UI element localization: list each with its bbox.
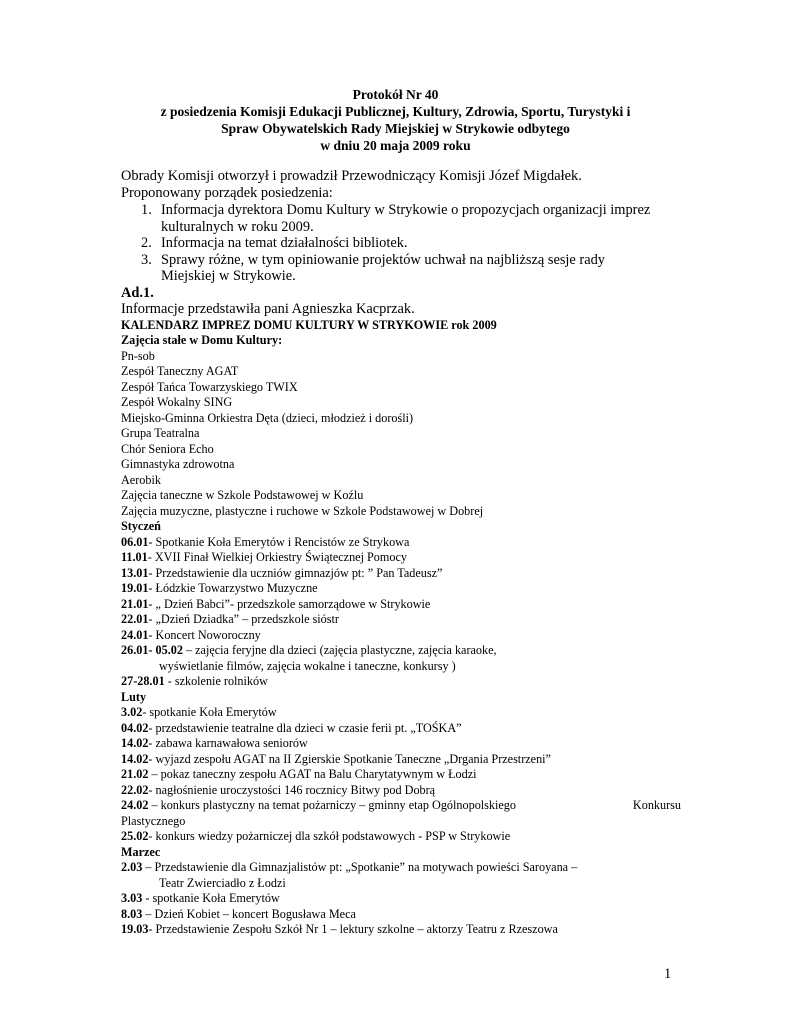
event-date: 2.03 [121, 860, 143, 874]
event-date: 06.01 [121, 534, 149, 549]
event-date: 3.02 [121, 705, 143, 719]
event-text: - nagłośnienie uroczystości 146 rocznicy Bitwy pod Dobrą [148, 782, 436, 797]
event-row [121, 597, 681, 613]
month-heading-marzec: Marzec [121, 844, 161, 859]
event-date: 8.03 [121, 906, 143, 921]
event-date: 04.02 [121, 720, 149, 735]
event-date: 11.01 [121, 550, 148, 564]
event-date: 22.01 [121, 612, 149, 626]
event-row [121, 907, 681, 923]
protocol-subtitle-line1: z posiedzenia Komisji Edukacji Publicznej, Kultury, Zdrowia, Sportu, Turystyki i [160, 104, 631, 119]
list-item: Pn-sob [121, 348, 155, 363]
intro-agenda-label: Proponowany porządek posiedzenia: [121, 185, 333, 201]
protocol-subtitle-line2: Spraw Obywatelskich Rady Miejskiej w Strykowie odbytego [221, 121, 570, 136]
event-row [121, 628, 681, 644]
list-item: Grupa Teatralna [121, 426, 200, 440]
event-text: - Przedstawienie dla uczniów gimnazjów pt: ” Pan Tadeusz” [148, 565, 443, 580]
agenda-list [121, 202, 681, 285]
agenda-item [121, 252, 681, 285]
event-row [121, 767, 681, 783]
agenda-number: 1. [141, 202, 152, 218]
event-row [121, 581, 681, 597]
event-text-cont: Plastycznego [121, 813, 186, 828]
calendar-title: KALENDARZ IMPREZ DOMU KULTURY W STRYKOWIE rok 2009 [121, 317, 497, 332]
intro-opening: Obrady Komisji otworzył i prowadził Przewodniczący Komisji Józef Migdałek. [121, 168, 582, 184]
event-date: 27-28.01 [121, 674, 165, 688]
event-text: - zabawa karnawałowa seniorów [148, 736, 308, 750]
event-date: 13.01 [121, 565, 149, 580]
event-row [121, 535, 681, 551]
event-date: 19.03 [121, 922, 149, 936]
list-item: Gimnastyka zdrowotna [121, 457, 235, 471]
protocol-title: Protokół Nr 40 [352, 87, 439, 102]
event-row [121, 705, 681, 721]
list-item: Zespół Taneczny AGAT [121, 364, 239, 378]
event-row [121, 783, 681, 799]
event-date: 19.01 [121, 581, 149, 595]
event-text: - spotkanie Koła Emerytów [142, 705, 277, 719]
event-text: - szkolenie rolników [164, 674, 268, 688]
event-row [121, 798, 681, 814]
event-text: – konkurs plastyczny na temat pożarniczy – gminny etap Ogólnopolskiego [148, 798, 516, 812]
list-item: Chór Seniora Echo [121, 441, 214, 456]
list-item: Aerobik [121, 472, 161, 487]
page-number: 1 [664, 966, 672, 982]
regular-heading: Zajęcia stałe w Domu Kultury: [121, 333, 283, 347]
agenda-item [121, 235, 681, 252]
event-row [121, 566, 681, 582]
event-text: – Przedstawienie dla Gimnazjalistów pt: „Spotkanie” na motywach powieści Saroyana – [142, 860, 578, 874]
event-row [121, 721, 681, 737]
list-item: Zajęcia muzyczne, plastyczne i ruchowe w Szkole Podstawowej w Dobrej [121, 503, 484, 518]
event-text: - wyjazd zespołu AGAT na II Zgierskie Spotkanie Taneczne „Drgania Przestrzeni” [148, 751, 551, 766]
event-text: - spotkanie Koła Emerytów [142, 891, 280, 905]
agenda-number: 2. [141, 235, 152, 251]
event-row [121, 752, 681, 768]
event-date: 14.02 [121, 736, 149, 750]
event-text-cont: Teatr Zwierciadło z Łodzi [159, 875, 286, 890]
month-heading-styczen: Styczeń [121, 519, 161, 533]
event-text: - „Dzień Dziadka” – przedszkole sióstr [148, 612, 339, 626]
event-text-right: Konkursu [632, 798, 681, 812]
month-heading-luty: Luty [121, 689, 147, 704]
event-row [121, 643, 681, 659]
event-text: - XVII Finał Wielkiej Orkiestry Świątecznej Pomocy [147, 550, 407, 564]
event-row [121, 612, 681, 628]
event-row [121, 922, 681, 938]
event-text: - Spotkanie Koła Emerytów i Rencistów ze Strykowa [148, 534, 410, 549]
event-text: - konkurs wiedzy pożarniczej dla szkół podstawowych - PSP w Strykowie [148, 829, 511, 843]
list-item: Miejsko-Gminna Orkiestra Dęta (dzieci, młodzież i dorośli) [121, 410, 414, 425]
event-row [121, 736, 681, 752]
event-text: - Przedstawienie Zespołu Szkół Nr 1 – lektury szkolne – aktorzy Teatru z Rzeszowa [148, 922, 558, 936]
event-row [121, 860, 681, 876]
event-date: 24.01 [121, 627, 149, 642]
event-row [121, 550, 681, 566]
list-item: Zespół Tańca Towarzyskiego TWIX [121, 379, 298, 394]
event-text: – Dzień Kobiet – koncert Bogusława Meca [142, 906, 356, 921]
event-text: – pokaz taneczny zespołu AGAT na Balu Charytatywnym w Łodzi [148, 767, 477, 781]
document-body [121, 168, 681, 938]
agenda-text: Informacja dyrektora Domu Kultury w Strykowie o propozycjach organizacji imprez [161, 202, 651, 218]
event-text: – zajęcia feryjne dla dzieci (zajęcia plastyczne, zajęcia karaoke, [182, 643, 497, 657]
event-row [121, 674, 681, 690]
agenda-item [121, 202, 681, 235]
event-text: - przedstawienie teatralne dla dzieci w czasie ferii pt. „TOŚKA” [148, 720, 462, 735]
agenda-text: Informacja na temat działalności bibliotek. [161, 235, 408, 251]
event-date: 24.02 [121, 798, 149, 812]
event-text: - Koncert Noworoczny [148, 627, 261, 642]
event-date: 3.03 [121, 891, 143, 905]
list-item: Zajęcia taneczne w Szkole Podstawowej w Koźlu [121, 488, 364, 502]
regular-activities-list [121, 349, 681, 520]
event-date: 21.01 [121, 596, 149, 611]
event-date: 26.01- 05.02 [121, 643, 183, 657]
event-text: - „ Dzień Babci”- przedszkole samorządowe w Strykowie [148, 596, 431, 611]
event-date: 14.02 [121, 751, 149, 766]
event-text-cont: wyświetlanie filmów, zajęcia wokalne i taneczne, konkursy ) [159, 658, 456, 673]
ad1-info: Informacje przedstawiła pani Agnieszka Kacprzak. [121, 300, 415, 317]
event-row [121, 829, 681, 845]
agenda-number: 3. [141, 251, 152, 268]
agenda-text-cont: kulturalnych w roku 2009. [161, 218, 314, 235]
ad1-heading: Ad.1. [121, 284, 154, 301]
event-date: 22.02 [121, 782, 149, 797]
document-header [0, 86, 791, 154]
event-date: 21.02 [121, 767, 149, 781]
protocol-date: w dniu 20 maja 2009 roku [320, 138, 471, 153]
event-row [121, 891, 681, 907]
list-item: Zespół Wokalny SING [121, 395, 233, 409]
event-date: 25.02 [121, 829, 149, 843]
event-text: - Łódzkie Towarzystwo Muzyczne [148, 581, 318, 595]
agenda-text: Sprawy różne, w tym opiniowanie projektów uchwał na najbliższą sesje rady [161, 251, 605, 268]
agenda-text-cont: Miejskiej w Strykowie. [161, 268, 296, 284]
